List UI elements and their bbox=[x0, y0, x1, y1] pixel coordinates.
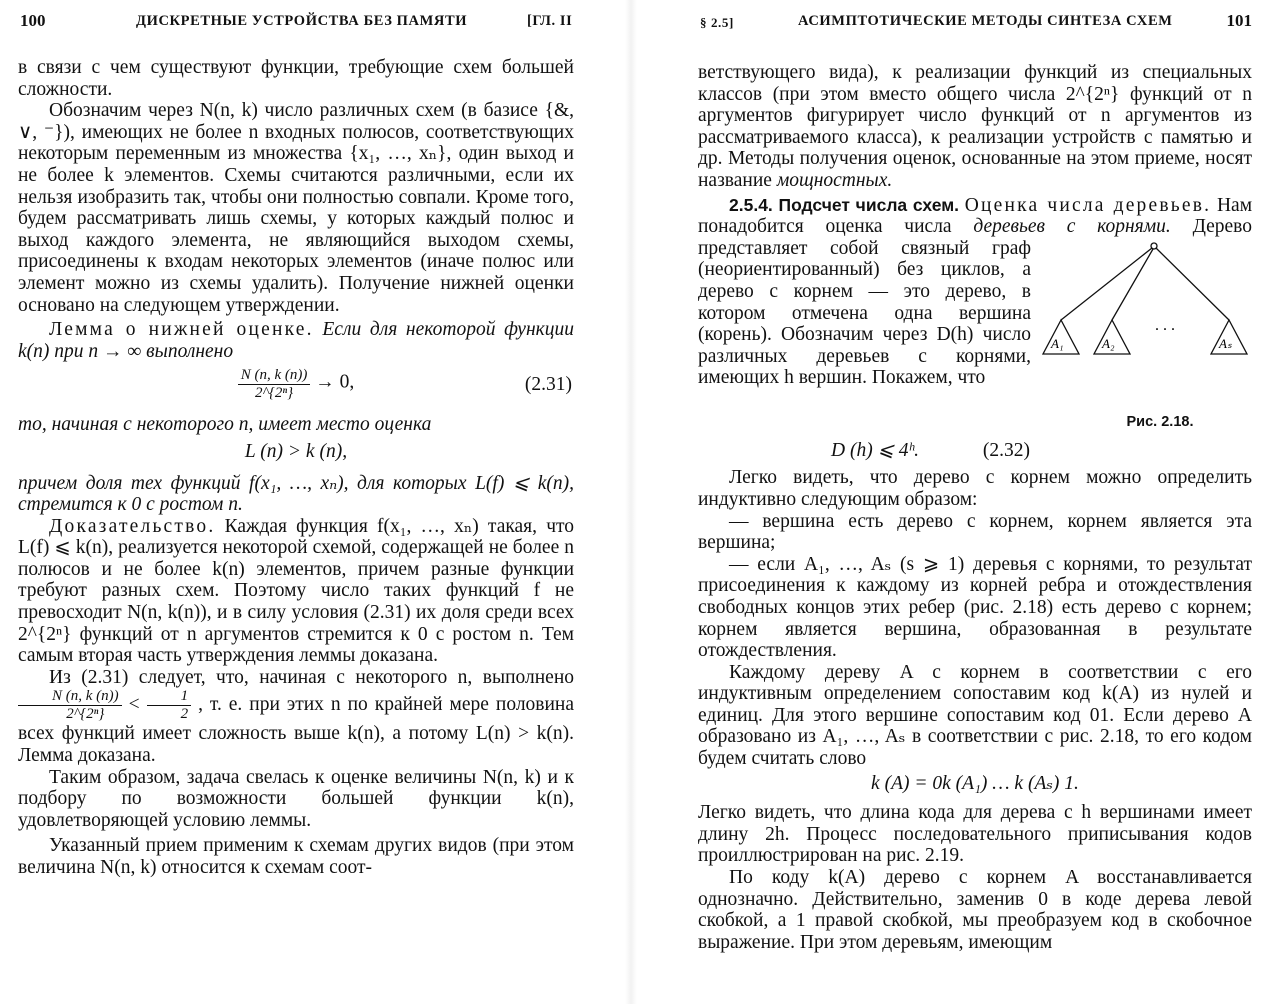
left-running-head bbox=[18, 8, 574, 32]
fraction-numerator: N (n, k (n)) bbox=[18, 688, 122, 706]
paragraph: — вершина есть дерево с корнем, корнем является эта вершина; bbox=[698, 510, 1252, 554]
right-page-body bbox=[698, 62, 1252, 953]
lemma-paragraph bbox=[18, 319, 574, 362]
chapter-ref: [ГЛ. II bbox=[527, 13, 573, 29]
running-title: АСИМПТОТИЧЕСКИЕ МЕТОДЫ СИНТЕЗА СХЕМ bbox=[798, 13, 1173, 29]
left-page bbox=[18, 0, 574, 1004]
paragraph: — если A₁, …, Aₛ (s ⩾ 1) деревья с корнями, то результат присоединения к каждому из корней ребра и отождествления свободных концов этих ребер (рис. 2.18) есть дерево с корнем; корнем является вершина, образованная в результате отождествления. bbox=[698, 553, 1252, 662]
book-gutter bbox=[625, 0, 637, 1004]
paragraph-text: ветствующего вида), к реализации функций из специальных классов (при этом вместо общего числа 2^{2ⁿ} функций от n аргументов фигурирует число функций от n аргументов из рассматриваемого класса), к реализации устройств с памятью и др. Методы получения оценок, основанные на этом приеме, носят название bbox=[698, 62, 1252, 191]
paragraph: Каждому дереву A с корнем в соответствии с его индуктивным определением сопоставим код k(A) из нулей и единиц. Для этого вершине сопоставим код 01. Если дерево A образовано из A₁, …, Aₛ в соответствии с рис. 2.18, то его кодом будем считать слово bbox=[698, 661, 1252, 770]
paragraph: Указанный прием применим к схемам других видов (при этом величина N(n, k) относится к схемам соот- bbox=[18, 835, 574, 878]
subtree-label: A₁ bbox=[1051, 335, 1064, 351]
proof-paragraph bbox=[18, 516, 574, 667]
subtree-label: Aₛ bbox=[1219, 335, 1232, 351]
fraction-denominator: 2^{2ⁿ} bbox=[255, 385, 294, 402]
page-number: 101 bbox=[1226, 11, 1252, 30]
paragraph bbox=[18, 667, 574, 767]
term: мощностных. bbox=[776, 169, 893, 191]
fraction-denominator: 2 bbox=[180, 706, 189, 723]
term: деревьев с корнями. bbox=[973, 216, 1171, 238]
proof-label: Доказательство. bbox=[49, 515, 216, 537]
edge bbox=[1156, 248, 1229, 320]
equation-body: D (h) ⩽ 4ʰ. bbox=[831, 439, 919, 461]
lemma-text: Если для некоторой функции k(n) при n → ∞ выполнено bbox=[18, 319, 575, 362]
paragraph: в связи с чем существуют функции, требующие схем большей сложности. bbox=[18, 57, 574, 100]
paragraph: По коду k(A) дерево с корнем A восстанавливается однозначно. Действительно, заменив 0 в коде дерева левой скобкой, а 1 правой скобкой, мы преобразуем код в скобочное выражение. При этом деревьям, имеющим bbox=[698, 867, 1252, 953]
page-number: 100 bbox=[20, 11, 46, 30]
equation-number: (2.32) bbox=[982, 439, 1030, 461]
lemma-text: то, начиная с некоторого n, имеет место оценка bbox=[18, 414, 432, 436]
less-than-sign: < bbox=[128, 694, 140, 716]
ellipsis: . . . bbox=[1155, 316, 1175, 334]
running-title: ДИСКРЕТНЫЕ УСТРОЙСТВА БЕЗ ПАМЯТИ bbox=[136, 13, 468, 29]
inline-fraction bbox=[18, 688, 122, 723]
equation-2-31 bbox=[18, 364, 574, 406]
paragraph bbox=[698, 62, 1252, 192]
subtree-label: A₂ bbox=[1102, 335, 1115, 351]
inequality: L (n) > k (n), bbox=[244, 440, 348, 462]
paragraph-text: Из (2.31) следует, что, начиная с некоторого n, выполнено bbox=[49, 666, 574, 688]
lemma-label: Лемма о нижней оценке. bbox=[49, 319, 314, 341]
paragraph-text: , т. е. при этих n по крайней мере половина всех функций имеет сложность выше k(n), а потому L(n) > k(n). Лемма доказана. bbox=[18, 694, 575, 767]
right-running-head bbox=[698, 8, 1252, 32]
fraction-numerator: 1 bbox=[147, 688, 192, 706]
equation-number: (2.31) bbox=[524, 374, 572, 396]
paragraph: Легко видеть, что длина кода для дерева с h вершинами имеет длину 2h. Процесс последовательного приписывания кодов проиллюстрирован на рис. 2.19. bbox=[698, 802, 1252, 867]
right-page bbox=[698, 0, 1252, 1004]
section-heading: 2.5.4. Подсчет числа схем. bbox=[729, 194, 960, 215]
inline-fraction bbox=[147, 688, 192, 723]
section-text: Оценка числа деревьев. bbox=[964, 194, 1212, 216]
paragraph: Обозначим через N(n, k) число различных схем (в базисе {&, ∨, ⁻}), имеющих не более n входных полюсов, соответствующих некоторым переменным из множества {x₁, …, xₙ}, один выход и не более k элементов. Схемы считаются различными, если их нельзя изобразить так, чтобы они полностью совпали. Кроме того, будем рассматривать лишь схемы, у которых каждый полюс и выход каждого элемента, не являющийся выходом схемы, присоединены к входам некоторых элементов (иначе полюс или элемент можно из схемы удалить). Получение нижней оценки основано на следующем утверждении. bbox=[18, 100, 574, 316]
section-text: Дерево представляет собой связный граф (неориентированный) без циклов, а дерево с корнем — это дерево, в котором отмечена одна вершина (корень). Обозначим через D(h) число различных деревьев с корнями, имеющих h вершин. Покажем, что bbox=[698, 216, 1252, 389]
equation-rhs: → 0, bbox=[315, 371, 355, 393]
paragraph: Таким образом, задача свелась к оценке величины N(n, k) и к подбору по возможности большей функции k(n), удовлетворяющей условию леммы. bbox=[18, 766, 574, 831]
tree-diagram bbox=[1037, 240, 1252, 410]
section-text: Нам понадобится оценка числа bbox=[698, 194, 1253, 238]
code-equation: k (A) = 0k (A₁) … k (Aₛ) 1. bbox=[871, 772, 1079, 794]
figure-caption: Рис. 2.18. bbox=[1126, 413, 1194, 430]
equation-2-32 bbox=[698, 440, 1252, 462]
paragraph: Легко видеть, что дерево с корнем можно определить индуктивно следующим образом: bbox=[698, 467, 1252, 510]
figure-2-18 bbox=[1037, 240, 1252, 436]
edge bbox=[1061, 248, 1152, 320]
edge bbox=[1112, 249, 1153, 320]
fraction-denominator: 2^{2ⁿ} bbox=[66, 706, 105, 723]
left-page-body bbox=[18, 57, 574, 879]
section-paragraph bbox=[698, 194, 1253, 430]
section-ref: § 2.5] bbox=[700, 15, 734, 30]
fraction-numerator: N (n, k (n)) bbox=[238, 367, 311, 385]
equation-fraction bbox=[238, 367, 311, 402]
lemma-text: причем доля тех функций f(x₁, …, xₙ), для которых L(f) ⩽ k(n), стремится к 0 с ростом n. bbox=[18, 472, 574, 516]
proof-text: Каждая функция f(x₁, …, xₙ) такая, что L(f) ⩽ k(n), реализуется некоторой схемой, содержащей не более n полюсов и не более k(n) элементов, причем разные функции требуют разных схем. Поэтому число таких функций f не превосходит N(n, k(n)), и в силу условия (2.31) их доля среди всех 2^{2ⁿ} функций от n аргументов стремится к 0 с ростом n. Тем самым вторая часть утверждения леммы доказана. bbox=[18, 515, 575, 667]
